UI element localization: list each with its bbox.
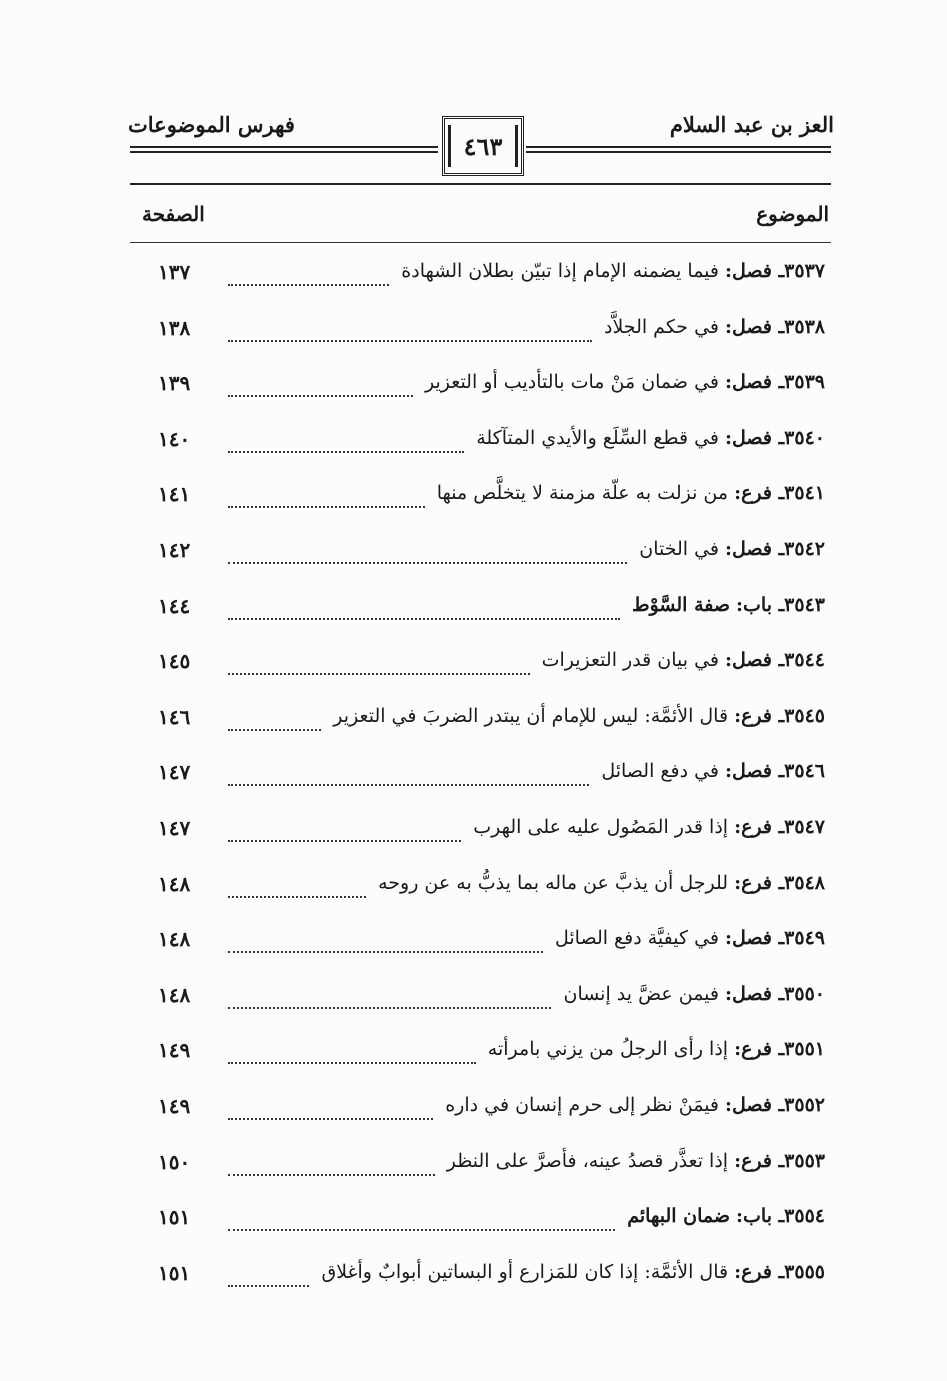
entry-title: إذا قدر المَصُول عليه على الهرب: [473, 815, 729, 838]
entry-type: ـ فصل:: [725, 371, 785, 394]
entry-text: [627, 1205, 825, 1227]
entry-page: ١٤٥: [158, 649, 191, 674]
index-entry: [130, 582, 831, 638]
leader-dots: [228, 506, 425, 508]
leader-dots: [228, 729, 321, 731]
index-entries: [130, 248, 831, 1304]
index-entry: [130, 248, 831, 304]
entry-type: ـ فرع:: [734, 815, 785, 838]
leader-dots: [228, 1285, 309, 1287]
entry-page: ١٤٨: [158, 982, 191, 1007]
index-entry: [130, 526, 831, 582]
entry-type: ـ فصل:: [725, 982, 785, 1005]
entry-number: ٣٥٥٤: [784, 1205, 825, 1228]
leader-dots: [228, 1062, 476, 1064]
entry-title: من نزلت به علّة مزمنة لا يتخلَّص منها: [436, 482, 729, 505]
entry-type: ـ فصل:: [725, 426, 785, 449]
index-entry: [130, 971, 831, 1027]
leader-dots: [228, 1174, 435, 1176]
leader-dots: [228, 840, 461, 842]
divider: [130, 242, 831, 243]
entry-number: ٣٥٥٠: [784, 982, 825, 1005]
entry-page: ١٤٤: [158, 593, 191, 618]
index-entry: [130, 415, 831, 471]
entry-title: قال الأئمَّة: ليس للإمام أن يبتدر الضربَ في التعزير: [333, 704, 729, 727]
index-entry: [130, 304, 831, 360]
index-entry: [130, 915, 831, 971]
entry-type: ـ فرع:: [734, 1038, 785, 1061]
entry-page: ١٤١: [158, 482, 191, 507]
entry-number: ٣٥٣٩: [784, 371, 825, 394]
entry-title: في ضمان مَنْ مات بالتأديب أو التعزير: [425, 371, 720, 394]
entry-text: [542, 649, 825, 671]
entry-number: ٣٥٣٨: [784, 315, 825, 338]
index-entry: [130, 1026, 831, 1082]
index-entry: [130, 470, 831, 526]
index-entry: [130, 1193, 831, 1249]
entry-text: [437, 482, 825, 504]
entry-title: في قطع السِّلَع والأيدي المتآكلة: [476, 426, 720, 449]
entry-text: [563, 983, 825, 1005]
index-entry: [130, 1249, 831, 1305]
leader-dots: [228, 562, 627, 564]
entry-type: ـ فرع:: [734, 482, 785, 505]
leader-dots: [228, 1118, 433, 1120]
entry-page: ١٤٩: [158, 1093, 191, 1118]
entry-page: ١٤٠: [158, 426, 191, 451]
entry-page: ١٥١: [158, 1205, 191, 1230]
entry-page: ١٤٦: [158, 704, 191, 729]
entry-type: ـ فرع:: [734, 704, 785, 727]
leader-dots: [228, 618, 620, 620]
entry-page: ١٥١: [158, 1260, 191, 1285]
header-rule: [130, 151, 438, 153]
entry-title: فيمن عضَّ يد إنسان: [563, 982, 720, 1005]
entry-title: فيما يضمنه الإمام إذا تبيّن بطلان الشهادة: [401, 260, 720, 282]
index-entry: [130, 359, 831, 415]
entry-text: [447, 1150, 825, 1172]
entry-number: ٣٥٤٩: [784, 927, 825, 950]
entry-number: ٣٥٤١: [784, 482, 825, 505]
entry-title: ضمان البهائم: [627, 1205, 730, 1228]
entry-text: [425, 371, 825, 393]
entry-number: ٣٥٥٣: [784, 1149, 825, 1172]
entry-number: ٣٥٤٦: [784, 760, 825, 783]
entry-text: [555, 927, 825, 949]
entry-page: ١٤٧: [158, 815, 191, 840]
page-column-heading: الصفحة: [142, 202, 205, 226]
entry-page: ١٣٧: [158, 260, 191, 284]
page-number-frame: [442, 116, 524, 176]
entry-text: [476, 427, 825, 449]
page-number: ٤٦٣: [463, 132, 503, 161]
entry-number: ٣٥٥٥: [784, 1260, 825, 1283]
leader-dots: [228, 951, 543, 953]
entry-page: ١٤٩: [158, 1038, 191, 1063]
entry-title: في بيان قدر التعزيرات: [541, 649, 720, 672]
header-rule: [526, 146, 831, 148]
entry-number: ٣٥٤٤: [784, 649, 825, 672]
header-rule: [130, 146, 438, 148]
entry-type: ـ باب:: [736, 1205, 785, 1228]
entry-text: [473, 816, 825, 838]
leader-dots: [228, 896, 366, 898]
entry-type: ـ فرع:: [734, 1260, 785, 1283]
entry-title: صفة السَّوْط: [632, 593, 730, 616]
entry-page: ١٤٧: [158, 760, 191, 785]
index-entry: [130, 860, 831, 916]
entry-page: ١٥٠: [158, 1149, 191, 1174]
entry-type: ـ فصل:: [725, 537, 785, 560]
entry-title: إذا تعذَّر قصدُ عينه، فأصرَّ على النظر: [446, 1149, 729, 1172]
entry-number: ٣٥٤٧: [784, 815, 825, 838]
entry-text: [639, 538, 825, 560]
entry-text: [333, 705, 825, 727]
entry-title: في دفع الصائل: [601, 760, 720, 783]
index-entry: [130, 748, 831, 804]
entry-number: ٣٥٤٥: [784, 704, 825, 727]
entry-page: ١٣٨: [158, 315, 191, 340]
entry-text: [601, 760, 825, 782]
index-entry: [130, 804, 831, 860]
leader-dots: [228, 395, 413, 397]
entry-title: قال الأئمَّة: إذا كان للمَزارع أو البساتين أبوابٌ وأغلاق: [321, 1260, 729, 1283]
divider: [130, 183, 831, 185]
entry-page: ١٤٨: [158, 871, 191, 896]
leader-dots: [228, 673, 530, 675]
leader-dots: [228, 784, 589, 786]
header-rule: [526, 151, 831, 153]
entry-title: فيمَنْ نظر إلى حرم إنسان في داره: [445, 1093, 720, 1116]
entry-number: ٣٥٥٢: [784, 1093, 825, 1116]
entry-page: ١٤٢: [158, 537, 191, 562]
entry-number: ٣٥٤٢: [784, 537, 825, 560]
entry-title: في كيفيَّة دفع الصائل: [555, 927, 720, 950]
leader-dots: [228, 284, 389, 286]
entry-text: [488, 1038, 825, 1060]
entry-page: ١٣٩: [158, 371, 191, 396]
entry-text: [378, 872, 825, 894]
entry-type: ـ فصل:: [725, 315, 785, 338]
entry-number: ٣٥٤٣: [784, 593, 825, 616]
topic-column-heading: الموضوع: [756, 202, 829, 226]
leader-dots: [228, 1229, 615, 1231]
entry-type: ـ باب:: [736, 593, 785, 616]
entry-type: ـ فصل:: [725, 927, 785, 950]
entry-text: [401, 260, 825, 282]
index-entry: [130, 1082, 831, 1138]
leader-dots: [228, 451, 464, 453]
entry-number: ٣٥٤٨: [784, 871, 825, 894]
entry-text: [445, 1094, 825, 1116]
leader-dots: [228, 1007, 551, 1009]
entry-type: ـ فصل:: [725, 1093, 785, 1116]
index-entry: [130, 693, 831, 749]
entry-text: [604, 316, 825, 338]
running-header-section: فهرس الموضوعات: [128, 112, 295, 137]
entry-number: ٣٥٣٧: [784, 260, 825, 282]
entry-title: في حكم الجلاَّد: [604, 315, 720, 338]
entry-number: ٣٥٤٠: [784, 426, 825, 449]
entry-type: ـ فرع:: [734, 871, 785, 894]
entry-type: ـ فصل:: [725, 760, 785, 783]
entry-type: ـ فصل:: [725, 260, 785, 282]
entry-type: ـ فصل:: [725, 649, 785, 672]
entry-text: [321, 1261, 825, 1283]
running-header-author: العز بن عبد السلام: [669, 112, 834, 137]
entry-type: ـ فرع:: [734, 1149, 785, 1172]
entry-title: إذا رأى الرجلُ من يزني بامرأته: [487, 1038, 729, 1061]
entry-text: [632, 594, 825, 616]
entry-page: ١٤٨: [158, 927, 191, 952]
entry-title: للرجل أن يذبَّ عن ماله بما يذبُّ به عن روحه: [378, 871, 729, 894]
index-entry: [130, 1138, 831, 1194]
entry-number: ٣٥٥١: [784, 1038, 825, 1061]
entry-title: في الختان: [639, 537, 720, 560]
index-entry: [130, 637, 831, 693]
leader-dots: [228, 340, 592, 342]
